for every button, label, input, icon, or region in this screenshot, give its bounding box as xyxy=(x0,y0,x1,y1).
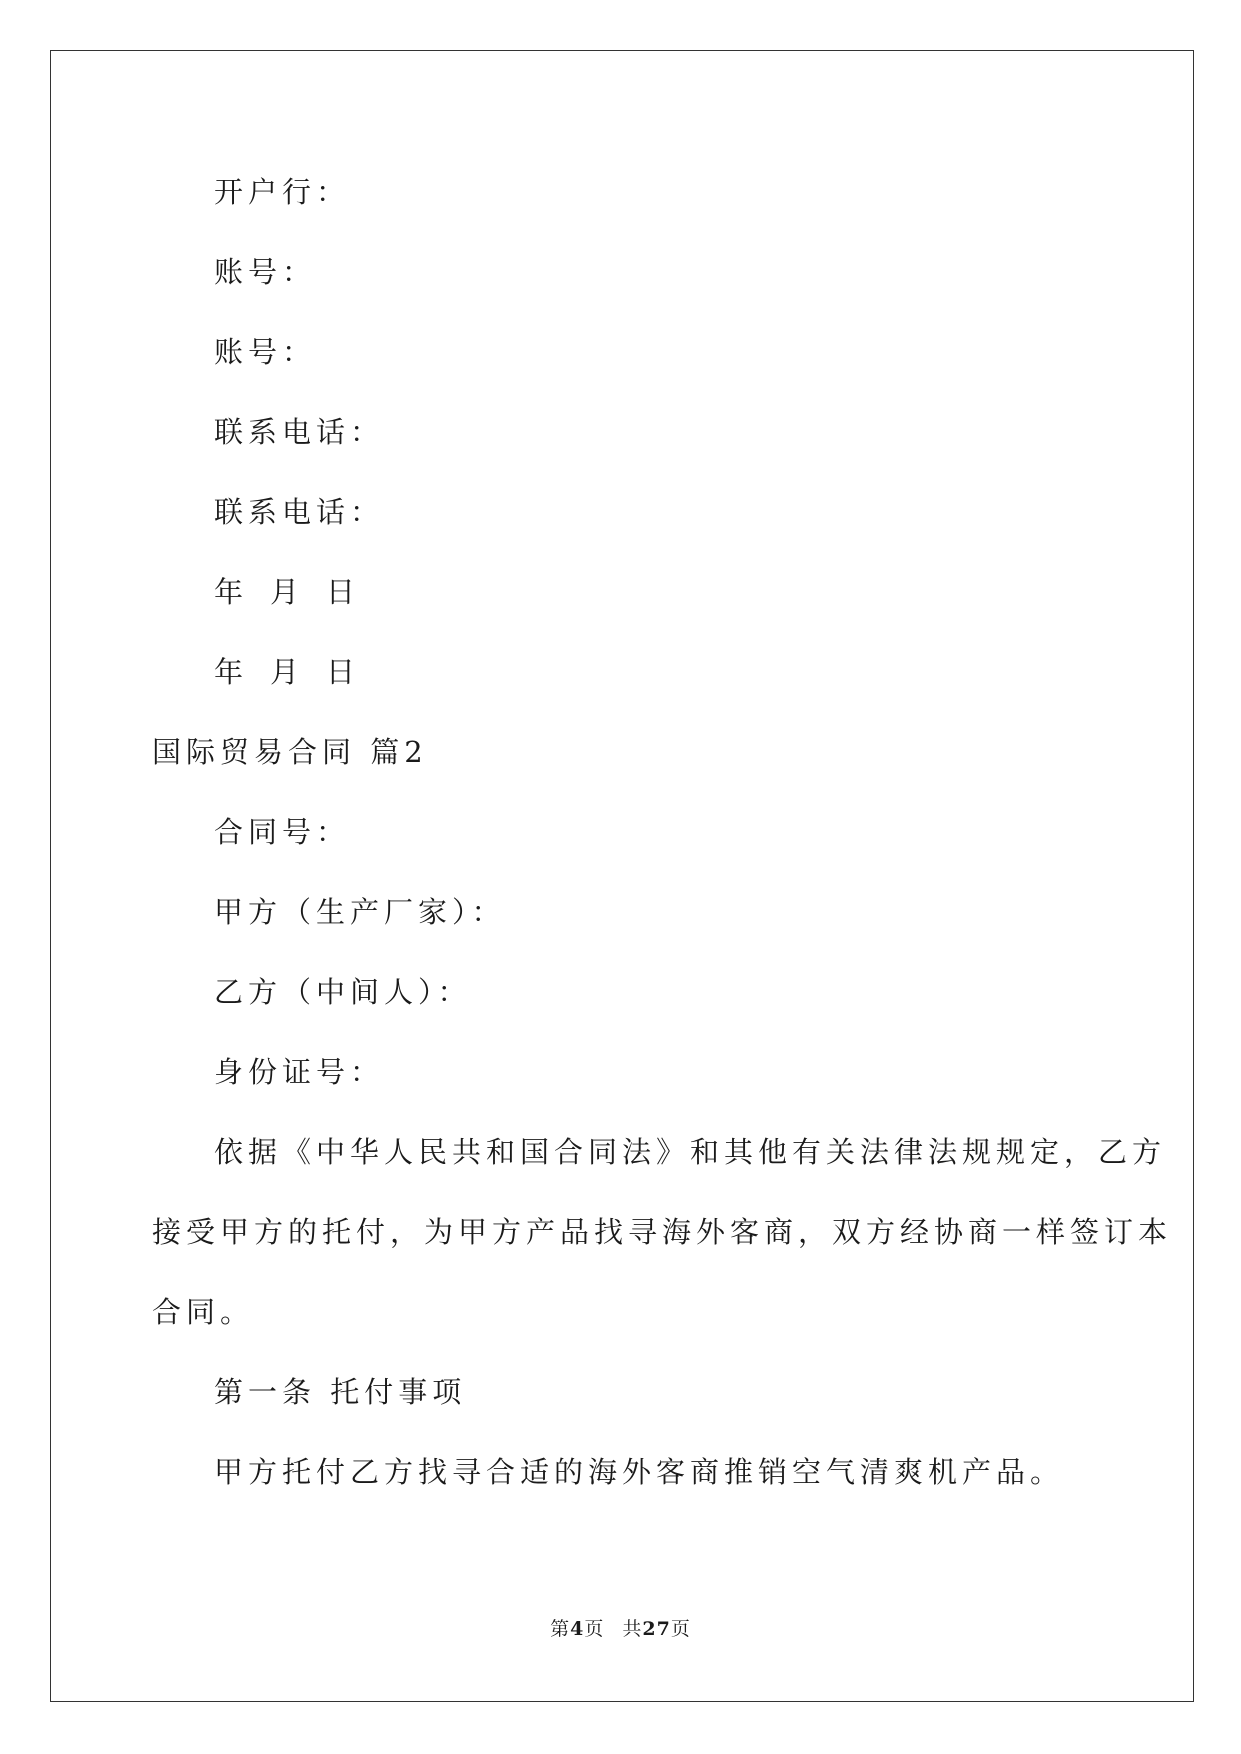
date-day: 日 xyxy=(326,655,361,689)
page-suffix: 页 xyxy=(584,1618,605,1640)
party-a-label: 甲方（生产厂家）： xyxy=(214,895,506,929)
account-label-1: 账号： xyxy=(214,255,317,289)
section-title: 国际贸易合同 篇2 xyxy=(152,735,428,769)
account-label-2: 账号： xyxy=(214,335,317,369)
date-line-2 xyxy=(214,655,382,689)
party-b-label: 乙方（中间人）： xyxy=(214,975,472,1009)
id-number-label: 身份证号： xyxy=(214,1055,385,1089)
date-day: 日 xyxy=(326,575,361,609)
contract-number-label: 合同号： xyxy=(214,815,351,849)
paragraph-line: 依据《中华人民共和国合同法》和其他有关法律法规规定，乙方 xyxy=(214,1135,1167,1169)
date-line-1 xyxy=(214,575,382,609)
page-footer xyxy=(0,1620,1241,1639)
bank-label: 开户行： xyxy=(214,175,351,209)
date-year: 年 xyxy=(214,575,249,609)
page-prefix: 第 xyxy=(550,1618,571,1640)
phone-label-2: 联系电话： xyxy=(214,495,385,529)
article-1-text: 甲方托付乙方找寻合适的海外客商推销空气清爽机产品。 xyxy=(214,1455,1065,1489)
total-prefix: 共 xyxy=(622,1618,643,1640)
paragraph-line: 接受甲方的托付，为甲方产品找寻海外客商，双方经协商一样签订本 xyxy=(152,1215,1173,1249)
article-1-title: 第一条 托付事项 xyxy=(214,1375,467,1409)
phone-label-1: 联系电话： xyxy=(214,415,385,449)
date-year: 年 xyxy=(214,655,249,689)
paragraph-line: 合同。 xyxy=(152,1295,255,1329)
page-number: 4 xyxy=(570,1618,585,1640)
date-month: 月 xyxy=(270,575,305,609)
total-pages: 27 xyxy=(642,1618,671,1640)
total-suffix: 页 xyxy=(670,1618,691,1640)
date-month: 月 xyxy=(270,655,305,689)
